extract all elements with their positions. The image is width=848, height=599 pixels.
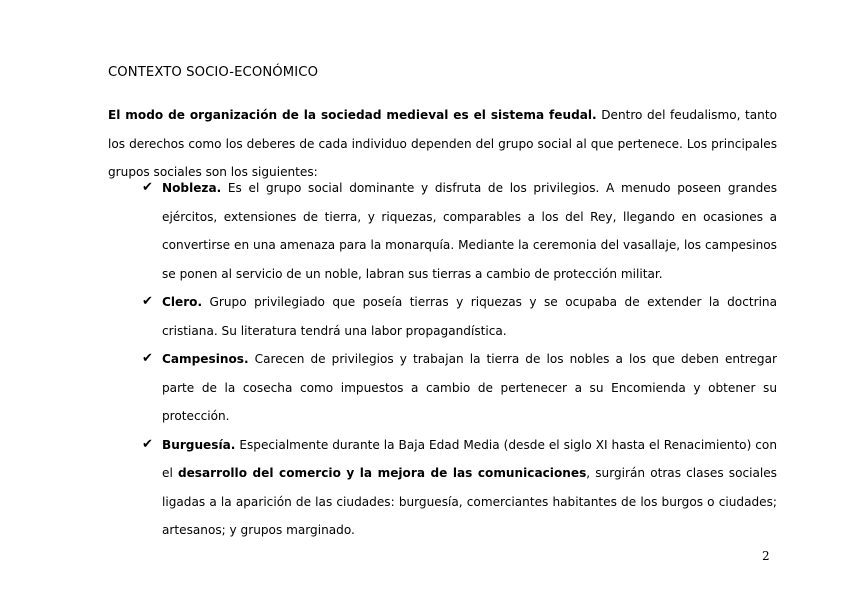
- page-heading: CONTEXTO SOCIO-ECONÓMICO: [108, 65, 319, 80]
- item-title: Burguesía.: [162, 437, 236, 452]
- intro-bold-text: El modo de organización de la sociedad medieval es el sistema feudal.: [108, 108, 597, 123]
- list-item-clero: [142, 288, 777, 345]
- list-item-burguesia: [142, 431, 777, 545]
- list-item-campesinos: [142, 345, 777, 431]
- social-groups-list: [142, 174, 777, 545]
- checkmark-icon: ✔: [142, 351, 153, 366]
- item-text: Grupo privilegiado que poseía tierras y riquezas y se ocupaba de extender la doctrina cristiana. Su literatura tendrá una labor propagandística.: [162, 295, 777, 338]
- item-title: Clero.: [162, 295, 203, 309]
- checkmark-icon: ✔: [142, 436, 153, 452]
- checkmark-icon: ✔: [142, 294, 153, 309]
- item-text: , surgirán otras clases sociales ligadas a la aparición de las ciudades: burguesía, comerciantes habitantes de los burgos o ciudades; artesanos; y grupos marginado.: [162, 466, 777, 537]
- page-number: 2: [762, 549, 770, 563]
- intro-text: Dentro del feudalismo, tanto los derechos como los deberes de cada individuo dependen del grupo social al que pertenece. Los principales grupos sociales son los siguientes:: [108, 108, 777, 180]
- list-item-nobleza: [142, 174, 777, 288]
- item-title: Campesinos.: [162, 352, 249, 366]
- checkmark-icon: ✔: [142, 180, 153, 195]
- item-text: Especialmente durante la Baja Edad Media (desde el siglo XI hasta el Renacimiento) con el: [162, 437, 777, 480]
- item-text: Carecen de privilegios y trabajan la tierra de los nobles a los que deben entregar parte de la cosecha como impuestos a cambio de pertenecer a su Encomienda y obtener su protección.: [162, 352, 777, 423]
- item-bold-text: desarrollo del comercio y la mejora de las comunicaciones: [177, 466, 587, 480]
- item-text: Es el grupo social dominante y disfruta de los privilegios. A menudo poseen grandes ejércitos, extensiones de tierra, y riquezas, comparables a los del Rey, llegando en ocasiones a convertirse en una amenaza para la monarquía. Mediante la ceremonia del vasallaje, los campesinos se ponen al servicio de un noble, labran sus tierras a cambio de protección militar.: [162, 181, 777, 281]
- item-title: Nobleza.: [162, 181, 222, 195]
